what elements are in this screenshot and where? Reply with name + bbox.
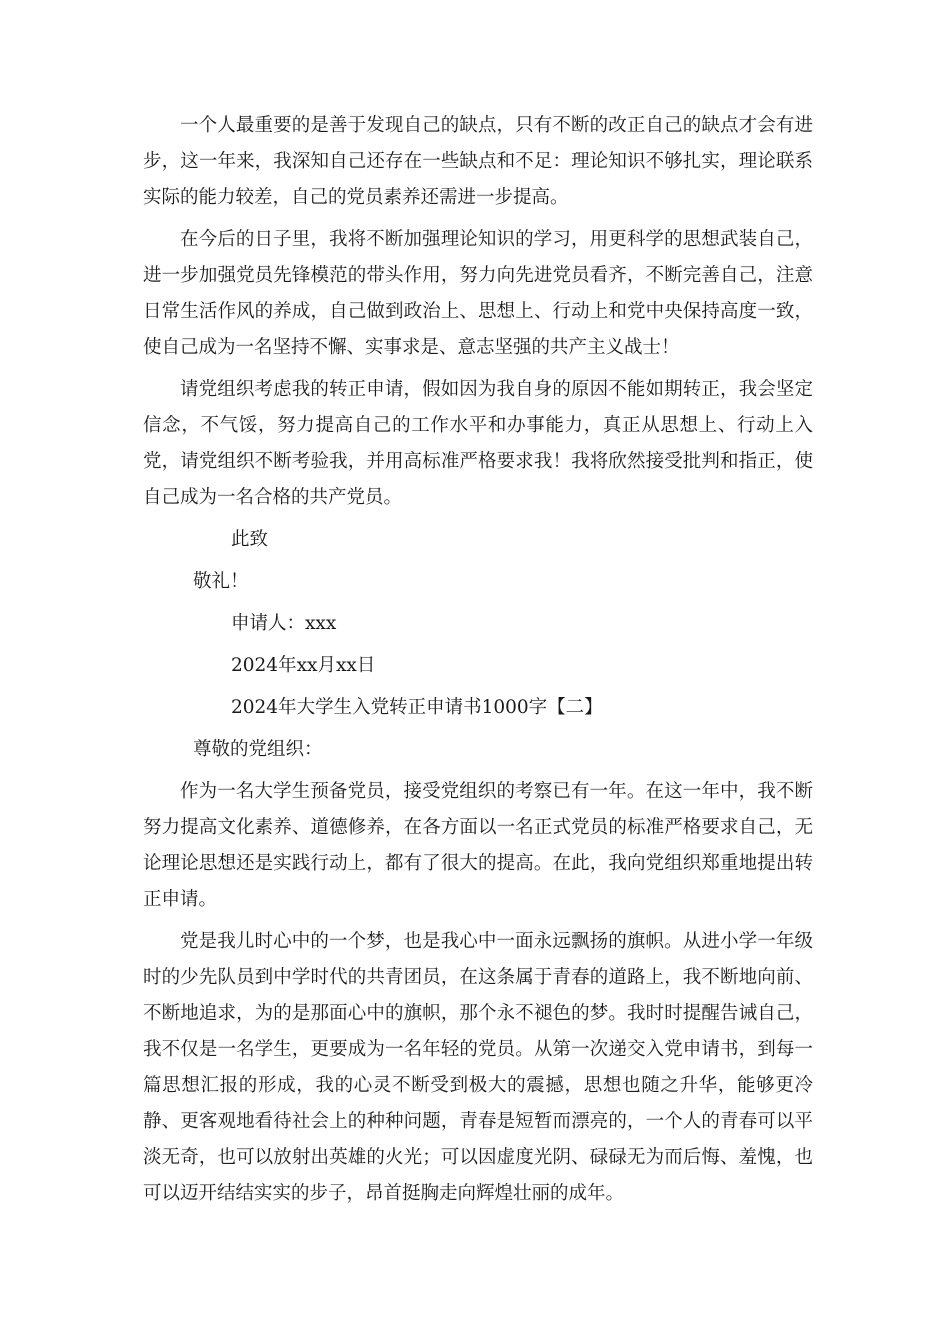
paragraph-request: 请党组织考虑我的转正申请，假如因为我自身的原因不能如期转正，我会坚定信念，不气馁，努力提高自己的工作水平和办事能力，真正从思想上、行动上入党，请党组织不断考验我，并用高标准严格要求我！我将欣然接受批判和指正，使自己成为一名合格的共产党员。 — [143, 379, 813, 508]
greeting: 尊敬的党组织： — [193, 739, 323, 760]
section-title: 2024年大学生入党转正申请书1000字【二】 — [231, 697, 603, 718]
application-date: 2024年xx月xx日 — [231, 655, 376, 676]
paragraph-introduction: 作为一名大学生预备党员，接受党组织的考察已有一年。在这一年中，我不断努力提高文化素养、道德修养，在各方面以一名正式党员的标准严格要求自己，无论理论思想还是实践行动上，都有了很大的提高。在此，我向党组织郑重地提出转正申请。 — [143, 781, 813, 910]
closing-phrase: 此致 — [231, 529, 269, 550]
document-body — [143, 108, 813, 1218]
salute: 敬礼！ — [193, 571, 249, 592]
paragraph-dream: 党是我儿时心中的一个梦，也是我心中一面永远飘扬的旗帜。从进小学一年级时的少先队员到中学时代的共青团员，在这条属于青春的道路上，我不断地向前、不断地追求，为的是那面心中的旗帜，那个永不褪色的梦。我时时提醒告诫自己，我不仅是一名学生，更要成为一名年轻的党员。从第一次递交入党申请书，到每一篇思想汇报的形成，我的心灵不断受到极大的震撼，思想也随之升华，能够更冷静、更客观地看待社会上的种种问题，青春是短暂而漂亮的，一个人的青春可以平淡无奇，也可以放射出英雄的火光；可以因虚度光阴、碌碌无为而后悔、羞愧，也可以迈开结结实实的步子，昂首挺胸走向辉煌壮丽的成年。 — [143, 931, 813, 1204]
applicant-name: 申请人：xxx — [231, 613, 337, 634]
paragraph-future-plans: 在今后的日子里，我将不断加强理论知识的学习，用更科学的思想武装自己，进一步加强党员先锋模范的带头作用，努力向先进党员看齐，不断完善自己，注意日常生活作风的养成，自己做到政治上、思想上、行动上和党中央保持高度一致，使自己成为一名坚持不懈、实事求是、意志坚强的共产主义战士！ — [143, 229, 813, 358]
paragraph-shortcomings: 一个人最重要的是善于发现自己的缺点，只有不断的改正自己的缺点才会有进步，这一年来，我深知自己还存在一些缺点和不足：理论知识不够扎实，理论联系实际的能力较差，自己的党员素养还需进一步提高。 — [143, 115, 813, 208]
